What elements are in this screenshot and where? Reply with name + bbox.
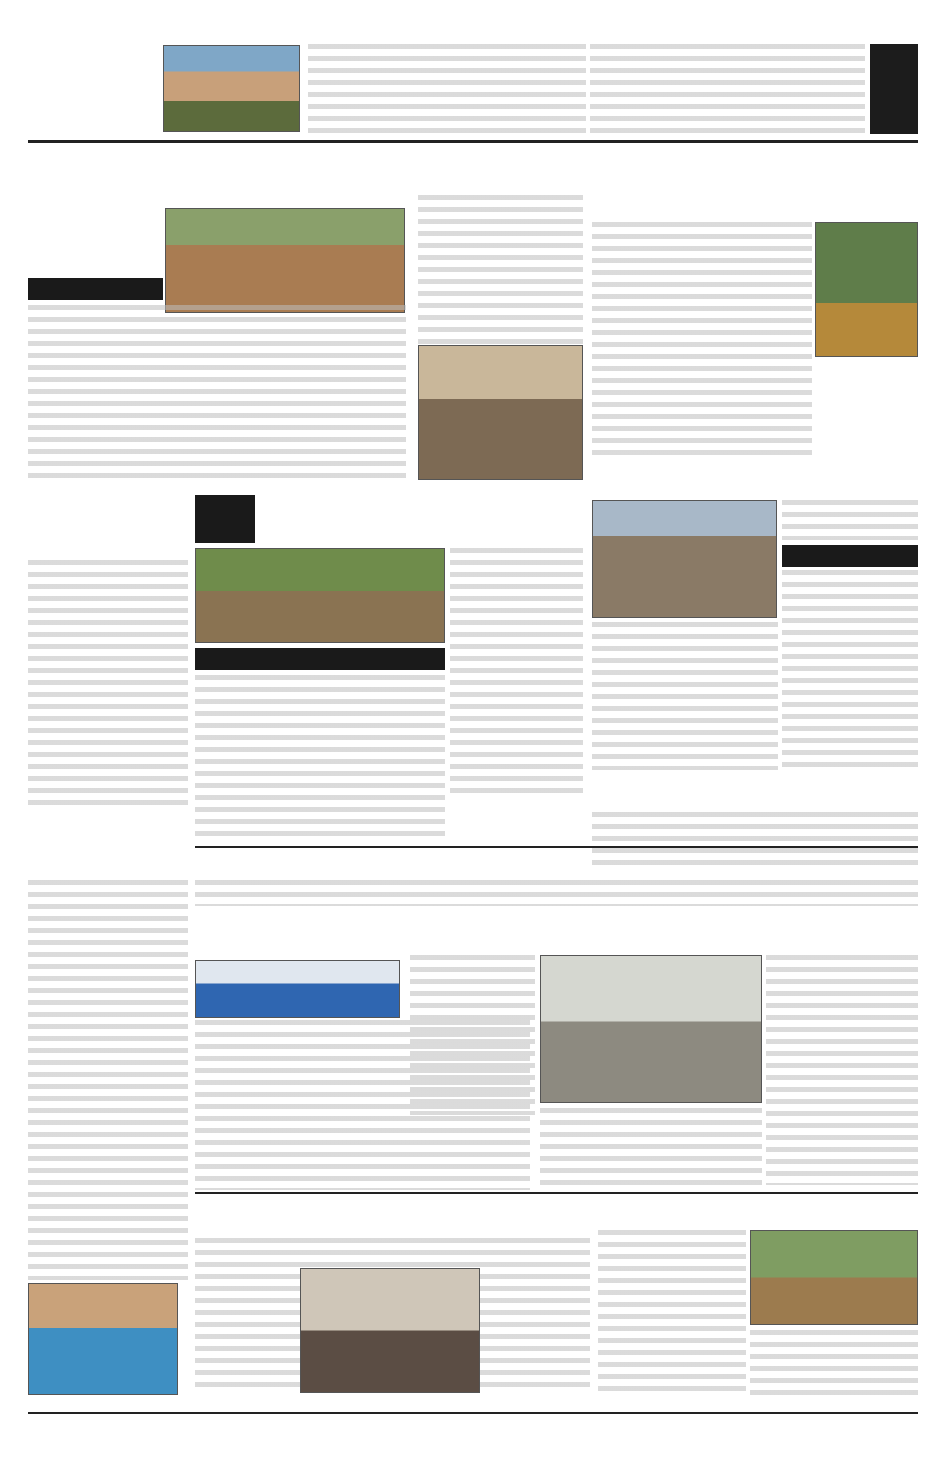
top-story-text-2 [590,44,865,134]
story-6-text [450,548,583,798]
story-6-headline [258,495,583,543]
story-11-photo [540,955,762,1103]
story-7-photo [592,500,777,618]
story-1-kicker [28,278,163,300]
story-11-headline [410,910,918,950]
masthead-logo [28,44,158,136]
story-1-photo [165,208,405,313]
story-5-subhead [592,195,918,219]
story-14-text [598,1230,746,1395]
page-date-latin [870,57,918,60]
story-14-text-2 [750,1330,918,1395]
story-6-kicker [195,495,255,543]
story-5-headline [592,152,918,192]
story-7-headline [592,465,918,497]
story-9-headline [195,850,918,878]
story-13-photo [28,1283,178,1395]
story-9-text [195,880,918,906]
story-12-headline [195,1196,590,1236]
page-badge [870,44,918,134]
top-story-text [308,44,586,134]
story-2-headline [28,500,188,555]
story-7-text-2 [782,570,918,770]
story-4-headline [418,152,583,192]
story-3-headline [28,820,188,875]
story-6-text-2 [195,675,445,843]
story-12-photo [300,1268,480,1393]
story-7-text [782,500,918,540]
brand-name [28,44,158,64]
story-7-kicker [782,545,918,567]
story-3-text [28,880,188,1280]
story-11-text [410,955,535,1115]
story-1-text [28,305,406,485]
story-4-photo [418,345,583,480]
story-10-headline [195,910,405,958]
story-11-text-2 [766,955,918,1185]
story-5-photo [815,222,918,357]
masthead-photo [163,45,300,132]
story-1-headline [28,152,408,200]
story-14-photo [750,1230,918,1325]
story-5-text [592,222,812,457]
story-6-photo [195,548,445,643]
story-4-text [418,195,583,345]
story-10-photo [195,960,400,1018]
story-8-headline [592,778,918,810]
story-6-caption [195,648,445,670]
story-11-text-3 [540,1108,762,1188]
story-2-text [28,560,188,810]
story-7-text-3 [592,622,778,770]
story-14-headline [598,1196,918,1228]
